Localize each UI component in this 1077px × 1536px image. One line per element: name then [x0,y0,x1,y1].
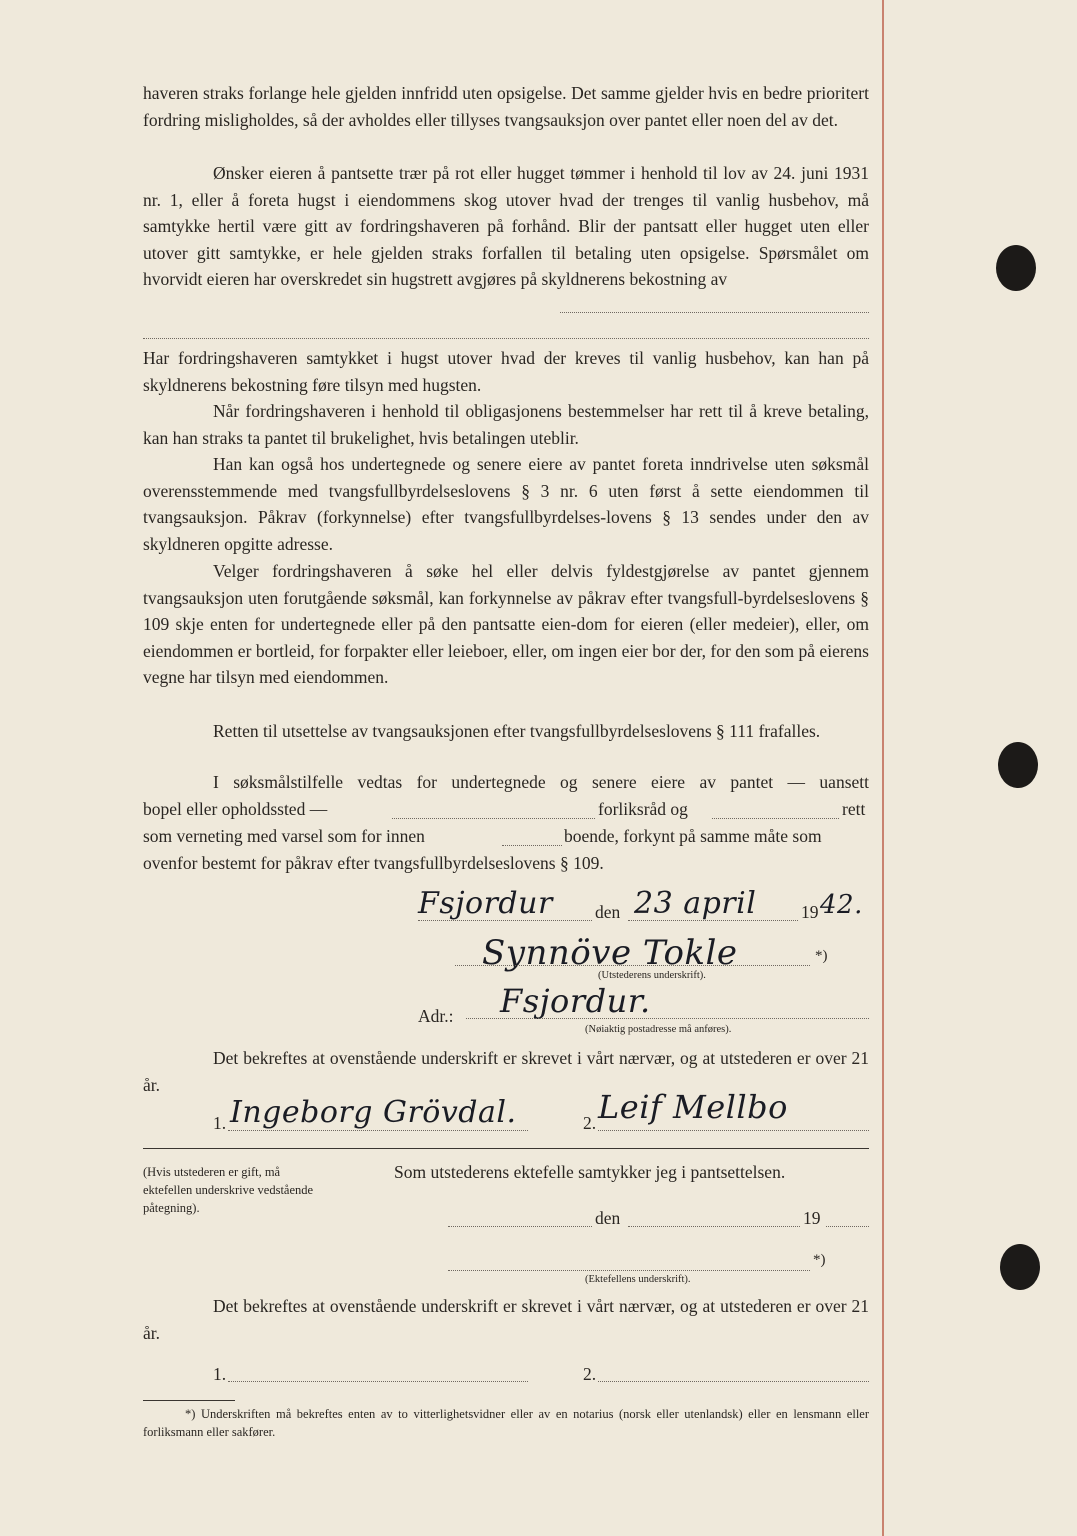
paragraph-postponement: Retten til utsettelse av tvangsauksjonen efter tvangsfullbyrdelseslovens § 111 frafalles. [213,721,821,741]
venue-line-4: ovenfor bestemt for påkrav efter tvangsfullbyrdelseslovens § 109. [143,853,604,873]
witness-statement-1: Det bekreftes at ovenstående underskrift er skrevet i vårt nærvær, og at utstederen er over 21 år. [143,1048,869,1095]
blank-line [448,1226,592,1227]
witness-statement-2: Det bekreftes at ovenstående underskrift er skrevet i vårt nærvær, og at utstederen er over 21 år. [143,1296,869,1343]
spouse-note: (Hvis utstederen er gift, må ektefellen underskrive vedstående påtegning). [143,1165,314,1215]
paragraph-enforcement: Han kan også hos undertegnede og senere eiere av pantet foreta inndrivelse uten søksmål overensstemmende med tvangsfullbyrdelseslovens § 3 nr. 6 uten først å sette eiendommen til tvangsauksjon. Påkrav (forkynnelse) efter tvangsfullbyrdelses-lovens § 13 sendes under den av skyldneren opgitte adresse. [143,454,869,554]
blank-line [392,818,595,819]
spouse-asterisk: *) [813,1252,826,1268]
spouse-den-label: den [595,1208,621,1228]
address-handwritten: Fsjordur. [500,982,651,1020]
footnote: *) Underskriften må bekreftes enten av to vitterlighetsvidner eller av en notarius (norsk eller utenlandsk) eller en lensmann eller forliksmann eller sakfører. [143,1407,869,1439]
place-handwritten: Fsjordur [418,886,553,921]
spouse-consent: Som utstederens ektefelle samtykker jeg i pantsettelsen. [394,1162,786,1182]
blank-line [502,845,562,846]
address-label: Adr.: [418,1006,454,1026]
venue-line-3a: som verneting med varsel som for innen [143,826,425,846]
paragraph-logging: Ønsker eieren å pantsette trær på rot eller hugget tømmer i henhold til lov av 24. juni 1931 nr. 1, eller å foreta hugst i eiendommens skog utover hvad der trenges til vanlig husbehov, må samtykke hertil være gitt av fordringshaveren på forhånd. Blir der pantsatt eller hugget uten eller utover gitt samtykke, er hele gjelden straks forfallen til betaling uten opsigelse. Spørsmålet om hvorvidt eieren har overskredet sin hugstrett avgjøres på skyldnerens bekostning av [143,163,869,290]
year-prefix: 19 [801,902,819,922]
blank-line [143,338,869,339]
paragraph-payment: Når fordringshaveren i henhold til obligasjonens bestemmelser har rett til å kreve betaling, kan han straks ta pantet til brukelighet, hvis betalingen uteblir. [143,401,869,448]
address-line [466,1018,869,1019]
issuer-caption: (Utstederens underskrift). [598,970,706,981]
witness1-signature: Ingeborg Grövdal. [230,1095,517,1130]
issuer-signature: Synnöve Tokle [482,933,738,973]
signature-line [598,1381,869,1382]
issuer-asterisk: *) [815,948,828,964]
venue-line-2a: bopel eller opholdssted — [143,799,328,819]
signature-line [228,1381,528,1382]
venue-line-2c: rett [842,799,866,819]
blank-line [418,920,592,921]
footnote-rule [143,1400,235,1401]
paragraph-auction: Velger fordringshaveren å søke hel eller delvis fyldestgjørelse av pantet gjennem tvangsauksjon uten forutgående søksmål, kan forkynnelse av påkrav efter tvangsfull-byrdelseslovens § 109 skje enten for undertegnede eller på den pantsatte eien-dom for eieren (eller medeier), eller, om eiendommen er bortleid, for forpakter eller leieboer, eller, om ingen eier bor der, for den som på eierens vegne har tilsyn med eiendommen. [143,561,869,688]
punch-hole [1000,1244,1040,1290]
blank-line [712,818,839,819]
margin-rule [882,0,884,1536]
witness2-2-number: 2. [583,1364,597,1384]
signature-line [598,1130,869,1131]
venue-line-1: I søksmålstilfelle vedtas for undertegnede og senere eiere av pantet — uansett [213,772,869,792]
year-handwritten: 42. [820,890,863,920]
address-caption: (Nøiaktig postadresse må anføres). [585,1024,732,1035]
section-divider [143,1148,869,1149]
witness2-number: 2. [583,1113,597,1133]
blank-line [826,1226,869,1227]
signature-line [455,965,810,966]
spouse-year: 19 [803,1208,821,1228]
blank-line [628,920,798,921]
spouse-caption: (Ektefellens underskrift). [585,1274,691,1285]
witness1-number: 1. [213,1113,227,1133]
venue-line-3b: boende, forkynt på samme måte som [564,826,822,846]
blank-line [628,1226,800,1227]
spouse-signature-line [448,1270,810,1271]
signature-line [228,1130,528,1131]
blank-line [560,312,869,313]
witness2-signature: Leif Mellbo [598,1088,788,1126]
punch-hole [996,245,1036,291]
date-handwritten: 23 april [634,886,757,921]
paragraph-default: haveren straks forlange hele gjelden innfridd uten opsigelse. Det samme gjelder hvis en bedre prioritert fordring misligholdes, så der avholdes eller tillyses tvangsauksjon over pantet eller noen del av det. [143,83,869,130]
date-den-label: den [595,902,621,922]
punch-hole [998,742,1038,788]
venue-line-2b: forliksråd og [598,799,688,819]
witness2-1-number: 1. [213,1364,227,1384]
paragraph-consent-logging: Har fordringshaveren samtykket i hugst utover hvad der kreves til vanlig husbehov, kan han på skyldnerens bekostning føre tilsyn med hugsten. [143,348,869,395]
